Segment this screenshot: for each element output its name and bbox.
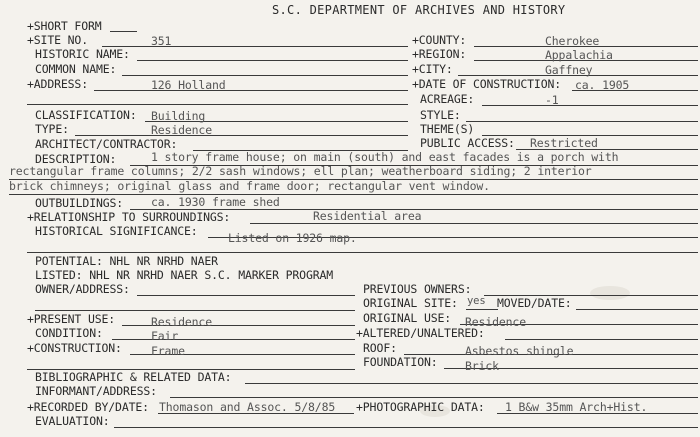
outbuildings-value: ca. 1930 frame shed [151,195,280,209]
informant-line [170,397,698,398]
architect-label: ARCHITECT/CONTRACTOR: [35,137,178,151]
owner-address-line [137,295,355,296]
original-site-value: yes [467,295,486,307]
original-use-label: ORIGINAL USE: [363,311,452,325]
historical-significance-label: HISTORICAL SIGNIFICANCE: [35,224,198,238]
public-access-label: PUBLIC ACCESS: [420,136,515,150]
historic-name-line [137,60,408,61]
common-name-line [122,75,408,76]
historical-significance-value: Listed on 1926 map. [228,231,357,245]
city-value: Gaffney [545,63,593,77]
acreage-value: -1 [545,93,559,107]
description-text-2: rectangular frame columns; 2/2 sash windows; ell plan; weatherboard siding; 2 interior [9,164,592,178]
acreage-label: ACREAGE: [420,92,475,106]
description-line-3 [9,194,698,195]
type-label: TYPE: [35,122,69,136]
photographic-label: +PHOTOGRAPHIC DATA: [356,400,485,414]
altered-label: +ALTERED/UNALTERED: [356,326,485,340]
historic-name-label: HISTORIC NAME: [35,47,130,61]
foundation-label: FOUNDATION: [363,355,438,369]
roof-value: Asbestos shingle [465,344,574,358]
type-line [75,135,408,136]
bibliographic-label: BIBLIOGRAPHIC & RELATED DATA: [35,370,232,384]
construction-value: Frame [151,344,185,358]
present-use-value: Residence [151,315,212,329]
foundation-value: Brick [465,359,499,373]
site-no-label: +SITE NO. [27,33,88,47]
style-label: STYLE: [420,108,461,122]
relationship-value: Residential area [313,209,422,223]
date-of-construction-label: +DATE OF CONSTRUCTION: [412,77,562,91]
condition-value: Fair [151,329,179,343]
description-text-1: 1 story frame house; on main (south) and east facades is a porch with [151,150,619,164]
paper-smudge [590,286,630,300]
roof-label: ROOF: [363,341,397,355]
short-form-line [110,31,137,32]
description-text-3: brick chimneys; original glass and frame door; rectangular vent window. [9,179,490,193]
informant-label: INFORMANT/ADDRESS: [35,384,157,398]
outbuildings-label: OUTBUILDINGS: [35,196,124,210]
original-site-line [466,309,498,310]
date-of-construction-value: ca. 1905 [575,78,630,92]
original-site-label: ORIGINAL SITE: [363,296,458,310]
form-title: S.C. DEPARTMENT OF ARCHIVES AND HISTORY [272,3,566,17]
site-no-value: 351 [151,34,172,48]
evaluation-line [114,427,698,428]
address-continuation-line [27,104,408,105]
themes-label: THEME(S) [420,122,475,136]
potential-label: POTENTIAL: NHL NR NRHD NAER [35,254,218,268]
county-label: +COUNTY: [412,33,467,47]
description-label: DESCRIPTION: [35,152,117,166]
previous-owners-label: PREVIOUS OWNERS: [363,282,472,296]
owner-address-label: OWNER/ADDRESS: [35,282,130,296]
present-use-label: +PRESENT USE: [27,312,116,326]
type-value: Residence [151,123,212,137]
original-use-value: Residence [465,315,526,329]
address-line [94,90,408,91]
evaluation-label: EVALUATION: [35,414,110,428]
moved-date-line [576,309,698,310]
recorded-by-value: Thomason and Assoc. 5/8/85 [159,400,336,414]
style-line [466,121,698,122]
condition-line [112,339,355,340]
classification-label: CLASSIFICATION: [35,108,137,122]
altered-line [505,339,698,340]
bibliographic-line [245,383,698,384]
site-no-line [102,46,408,47]
historical-significance-line-2 [27,252,698,253]
construction-label: +CONSTRUCTION: [27,341,122,355]
city-label: +CITY: [412,62,453,76]
relationship-label: +RELATIONSHIP TO SURROUNDINGS: [27,210,231,224]
region-label: +REGION: [412,47,467,61]
listed-label: LISTED: NHL NR NRHD NAER S.C. MARKER PROGRAM [35,268,334,282]
recorded-by-label: +RECORDED BY/DATE: [27,400,149,414]
county-value: Cherokee [545,34,600,48]
address-label: +ADDRESS: [27,77,88,91]
common-name-label: COMMON NAME: [35,62,117,76]
moved-date-label: MOVED/DATE: [497,296,572,310]
region-value: Appalachia [545,48,613,62]
photographic-value: 1 B&w 35mm Arch+Hist. [505,400,648,414]
condition-label: CONDITION: [35,326,103,340]
relationship-line [250,223,698,224]
short-form-label: +SHORT FORM [27,19,102,33]
public-access-value: Restricted [530,136,598,150]
classification-value: Building [151,109,206,123]
owner-address-line-2 [35,310,355,311]
acreage-line [482,105,698,106]
address-value: 126 Holland [151,78,226,92]
